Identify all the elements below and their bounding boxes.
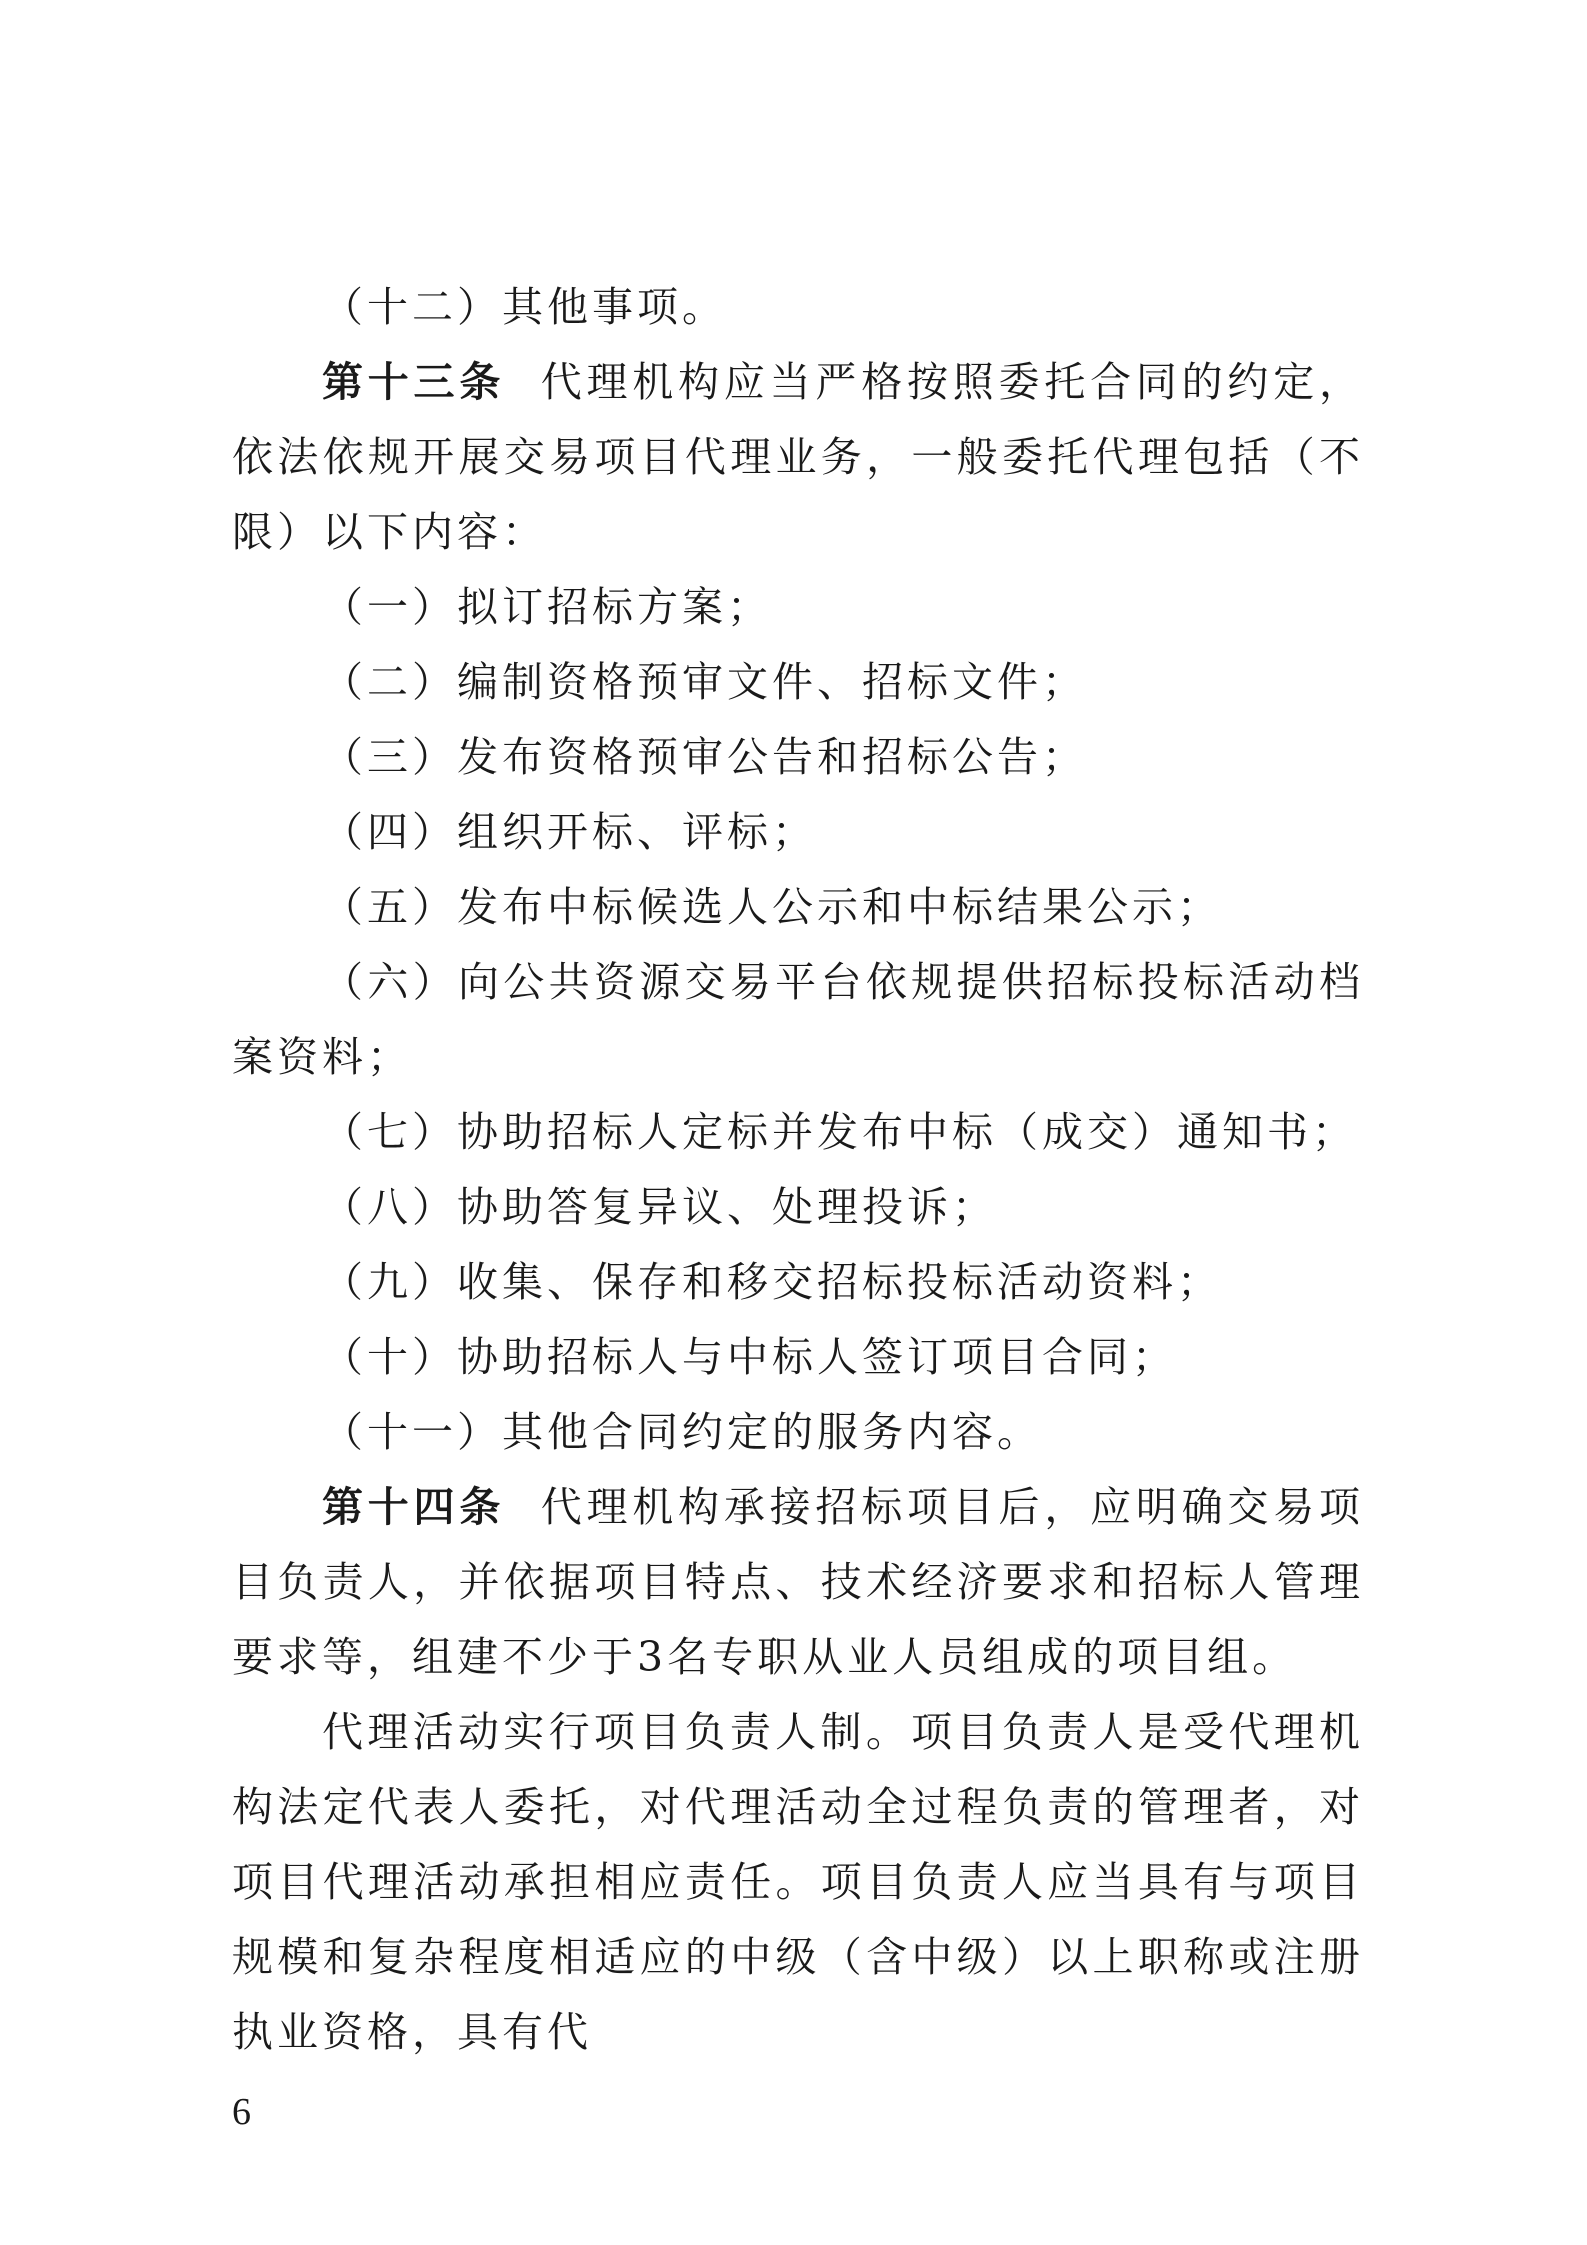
list-item: （四）组织开标、评标； (322, 808, 817, 856)
page-number: 6 (232, 2091, 251, 2133)
document-body (232, 270, 1364, 2070)
paragraph-article-14: 第十四条 代理机构承接招标项目后，应明确交易项目负责人，并依据项目特点、技术经济要求和招标人管理要求等，组建不少于3名专职从业人员组成的项目组。 (232, 1483, 1364, 1681)
list-item: （三）发布资格预审公告和招标公告； (322, 733, 1087, 781)
list-item: （一）拟订招标方案； (322, 583, 772, 631)
list-item: （六）向公共资源交易平台依规提供招标投标活动档案资料； (232, 958, 1364, 1081)
paragraph-article-13: 第十三条 代理机构应当严格按照委托合同的约定，依法依规开展交易项目代理业务，一般委托代理包括（不限）以下内容： (232, 358, 1364, 556)
list-item: （十一）其他合同约定的服务内容。 (322, 1408, 1042, 1456)
list-item: （八）协助答复异议、处理投诉； (322, 1183, 997, 1231)
list-item: （五）发布中标候选人公示和中标结果公示； (322, 883, 1222, 931)
article-heading-13: 第十三条 (322, 358, 506, 406)
article-heading-14: 第十四条 (322, 1483, 506, 1531)
list-item: （七）协助招标人定标并发布中标（成交）通知书； (322, 1108, 1357, 1156)
paragraph-project-leader: 代理活动实行项目负责人制。项目负责人是受代理机构法定代表人委托，对代理活动全过程负责的管理者，对项目代理活动承担相应责任。项目负责人应当具有与项目规模和复杂程度相适应的中级（含中级）以上职称或注册执业资格，具有代 (232, 1708, 1364, 2056)
list-item: （二）编制资格预审文件、招标文件； (322, 658, 1087, 706)
list-item: （十）协助招标人与中标人签订项目合同； (322, 1333, 1177, 1381)
paragraph-item-12: （十二）其他事项。 (322, 283, 727, 331)
list-item: （九）收集、保存和移交招标投标活动资料； (322, 1258, 1222, 1306)
